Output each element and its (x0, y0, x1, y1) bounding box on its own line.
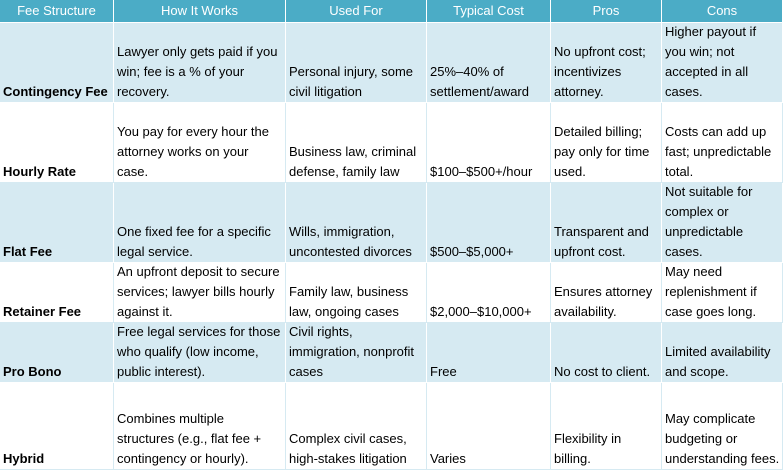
row-hourly-how (114, 103, 286, 183)
row-flat-cons (662, 183, 783, 263)
row-probono-how (114, 323, 286, 383)
cell-text: Contingency Fee (3, 84, 108, 99)
cell-text: Pro Bono (3, 364, 62, 379)
row-retainer-how (114, 263, 286, 323)
row-flat-cost (427, 183, 551, 263)
row-contingency-used-for (286, 23, 427, 103)
row-retainer-cost (427, 263, 551, 323)
cell-text: Costs can add up fast; unpredictable total. (665, 124, 772, 179)
cell-text: Limited availability and scope. (665, 344, 771, 379)
row-hourly-used-for (286, 103, 427, 183)
row-hybrid-how (114, 383, 286, 470)
header-pros: Pros (551, 0, 662, 23)
header-used-for: Used For (286, 0, 427, 23)
row-contingency-structure (0, 23, 114, 103)
cell-text: May complicate budgeting or understanding fees. (665, 411, 780, 466)
header-how-it-works: How It Works (114, 0, 286, 23)
row-contingency-pros (551, 23, 662, 103)
cell-text: Ensures attorney availability. (554, 284, 653, 319)
cell-text: You pay for every hour the attorney works on your case. (117, 124, 270, 179)
row-retainer-cons (662, 263, 783, 323)
row-probono-pros (551, 323, 662, 383)
row-hourly-pros (551, 103, 662, 183)
row-hybrid-used-for (286, 383, 427, 470)
cell-text: 25%–40% of settlement/award (430, 64, 529, 99)
row-flat-structure (0, 183, 114, 263)
row-retainer-used-for (286, 263, 427, 323)
row-retainer-structure (0, 263, 114, 323)
cell-text: Transparent and upfront cost. (554, 224, 649, 259)
cell-text: Flexibility in billing. (554, 431, 622, 466)
cell-text: No cost to client. (554, 364, 651, 379)
cell-text: Free legal services for those who qualify (low income, public interest). (117, 324, 281, 379)
cell-text: Free (430, 364, 457, 379)
cell-text: Civil rights, immigration, nonprofit cases (289, 324, 414, 379)
row-probono-cons (662, 323, 783, 383)
row-flat-used-for (286, 183, 427, 263)
row-probono-structure (0, 323, 114, 383)
row-probono-used-for (286, 323, 427, 383)
cell-text: Higher payout if you win; not accepted in all cases. (665, 24, 757, 99)
cell-text: Not suitable for complex or unpredictable cases. (665, 184, 753, 259)
header-fee-structure: Fee Structure (0, 0, 114, 23)
cell-text: $2,000–$10,000+ (430, 304, 532, 319)
row-hybrid-cost (427, 383, 551, 470)
row-hourly-cons (662, 103, 783, 183)
row-retainer-pros (551, 263, 662, 323)
cell-text: $100–$500+/hour (430, 164, 533, 179)
cell-text: An upfront deposit to secure services; lawyer bills hourly against it. (117, 264, 280, 319)
row-flat-pros (551, 183, 662, 263)
cell-text: May need replenishment if case goes long. (665, 264, 757, 319)
row-flat-how (114, 183, 286, 263)
row-probono-cost (427, 323, 551, 383)
cell-text: Combines multiple structures (e.g., flat fee + contingency or hourly). (117, 411, 262, 466)
row-hourly-structure (0, 103, 114, 183)
row-hybrid-pros (551, 383, 662, 470)
header-typical-cost: Typical Cost (427, 0, 551, 23)
row-hybrid-cons (662, 383, 783, 470)
row-contingency-cost (427, 23, 551, 103)
cell-text: No upfront cost; incentivizes attorney. (554, 44, 646, 99)
cell-text: Family law, business law, ongoing cases (289, 284, 409, 319)
cell-text: Business law, criminal defense, family law (289, 144, 417, 179)
cell-text: Varies (430, 451, 466, 466)
cell-text: Flat Fee (3, 244, 53, 259)
cell-text: Lawyer only gets paid if you win; fee is a % of your recovery. (117, 44, 278, 99)
cell-text: $500–$5,000+ (430, 244, 514, 259)
row-hourly-cost (427, 103, 551, 183)
cell-text: Personal injury, some civil litigation (289, 64, 414, 99)
cell-text: Complex civil cases, high-stakes litigation (289, 431, 407, 466)
header-cons: Cons (662, 0, 783, 23)
cell-text: Retainer Fee (3, 304, 82, 319)
cell-text: Hourly Rate (3, 164, 76, 179)
row-contingency-how (114, 23, 286, 103)
cell-text: Detailed billing; pay only for time used. (554, 124, 650, 179)
cell-text: Wills, immigration, uncontested divorces (289, 224, 412, 259)
cell-text: Hybrid (3, 451, 45, 466)
cell-text: One fixed fee for a specific legal service. (117, 224, 271, 259)
row-hybrid-structure (0, 383, 114, 470)
row-contingency-cons (662, 23, 783, 103)
